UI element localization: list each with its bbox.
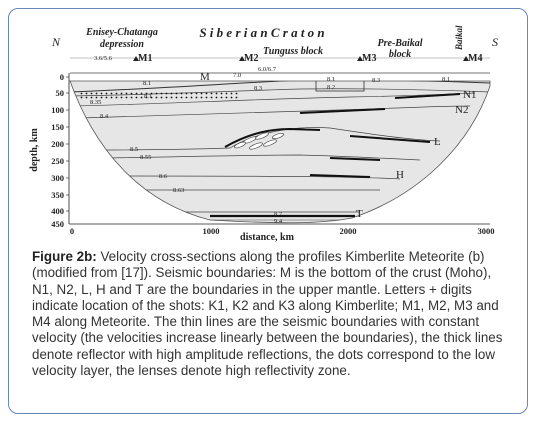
x-tick-3000: 3000 xyxy=(477,226,495,236)
velocity-label: 8.5 xyxy=(130,146,139,153)
label-h: H xyxy=(396,169,404,181)
pre-baikal-label: Pre-Baikal xyxy=(377,38,423,49)
label-l: L xyxy=(434,136,441,148)
velocity-label: 7.0 xyxy=(233,72,242,79)
y-tick-300: 300 xyxy=(51,173,64,183)
x-tick-2000: 2000 xyxy=(339,226,357,236)
y-ticks xyxy=(51,72,64,229)
velocity-label: 9.4 xyxy=(274,218,283,225)
velocity-label: 8.1 xyxy=(144,93,153,100)
caption-label: Figure 2b: xyxy=(32,249,97,264)
y-tick-200: 200 xyxy=(51,139,64,149)
velocity-label: 6.0/6.7 xyxy=(258,66,277,73)
low-velocity-dots xyxy=(80,91,240,100)
y-tick-350: 350 xyxy=(51,190,64,200)
velocity-label: 8.3 xyxy=(372,77,381,84)
shot-m2: M2 xyxy=(244,53,259,64)
velocity-label: 3.6/5.6 xyxy=(94,55,113,62)
baikal-label: Baikal xyxy=(454,25,464,50)
velocity-label: 8.55 xyxy=(140,154,152,161)
velocity-label: 8.3 xyxy=(254,85,263,92)
y-tick-150: 150 xyxy=(51,122,64,132)
enisey-label: Enisey-Chatanga xyxy=(86,27,158,38)
siberian-craton-label: S i b e r i a n C r a t o n xyxy=(199,25,325,40)
tunguss-label: Tunguss block xyxy=(263,46,323,57)
label-m: M xyxy=(200,71,210,83)
caption-text: Velocity cross-sections along the profiles Kimberlite Meteorite (b) (modified from [17]). Seismic boundaries: M is the bottom of the crust (Moho), N1, N2, L, H and T are the boundaries in the upper mantle. Letters + digits indicate location of the shots: K1, K2 and K3 along Kimberlite; M1, M2, M3 and M4 along Meteorite. The thin lines are the seismic boundaries with constant velocity (the velocities increase linearly between the boundaries), the thick lines denote reflector with high amplitude reflections, the dots correspond to the low velocity layer, the lenses denote high reflectivity zone. xyxy=(32,249,503,379)
y-tick-400: 400 xyxy=(51,206,64,216)
south-label: S xyxy=(492,35,498,49)
velocity-label: 8.6 xyxy=(159,173,168,180)
north-label: N xyxy=(52,35,61,49)
label-t: T xyxy=(356,208,363,220)
y-tick-0: 0 xyxy=(59,72,64,82)
velocity-label: 8.63 xyxy=(173,187,185,194)
label-n2: N2 xyxy=(455,104,469,116)
velocity-label: 8.1 xyxy=(327,76,336,83)
y-axis-label: depth, km xyxy=(29,128,40,172)
velocity-label: 8.2 xyxy=(327,84,336,91)
velocity-label: 8.1 xyxy=(442,76,451,83)
x-tick-1000: 1000 xyxy=(202,226,220,236)
velocity-label: 8.4 xyxy=(100,113,109,120)
velocity-label: 8.35 xyxy=(90,99,102,106)
figure-caption xyxy=(32,249,510,379)
label-n1: N1 xyxy=(463,89,477,101)
shot-m3: M3 xyxy=(362,53,377,64)
y-tick-50: 50 xyxy=(55,88,64,98)
shot-m4: M4 xyxy=(468,53,483,64)
crust-layer-top xyxy=(70,73,490,81)
y-tick-100: 100 xyxy=(51,105,64,115)
x-axis-label: distance, km xyxy=(240,232,294,243)
velocity-label: 8.7 xyxy=(274,211,283,218)
depression-label: depression xyxy=(100,39,144,50)
y-tick-450: 450 xyxy=(51,219,64,229)
shot-m1: M1 xyxy=(138,53,153,64)
block-label: block xyxy=(388,49,412,60)
x-tick-0: 0 xyxy=(69,226,75,236)
velocity-label: 8.1 xyxy=(143,80,152,87)
y-tick-250: 250 xyxy=(51,156,64,166)
